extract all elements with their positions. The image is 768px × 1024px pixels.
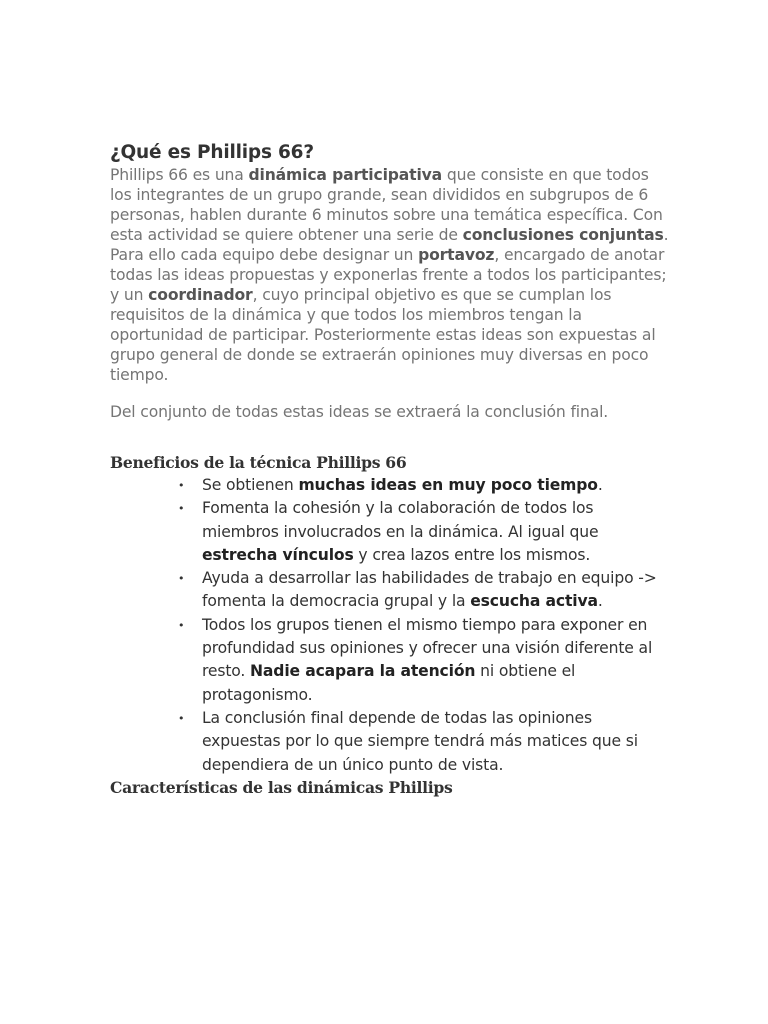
item-text: . xyxy=(597,592,603,611)
intro-bold: portavoz xyxy=(418,246,495,264)
intro-paragraph xyxy=(110,165,670,385)
item-bold: estrecha vínculos xyxy=(202,545,354,564)
intro-text: Phillips 66 es una xyxy=(110,166,249,184)
intro-text: . xyxy=(663,226,669,244)
item-text: Se obtienen xyxy=(202,476,299,494)
page-title: ¿Qué es Phillips 66? xyxy=(110,142,314,163)
item-text: . xyxy=(597,476,603,494)
list-item xyxy=(110,497,670,567)
document-page xyxy=(110,141,670,799)
intro-text: Para ello cada equipo debe designar un xyxy=(110,246,419,264)
characteristics-heading: Características de las dinámicas Phillips xyxy=(110,777,453,797)
item-text: y crea lazos entre los mismos. xyxy=(353,545,591,564)
list-item xyxy=(110,614,670,707)
item-text: La conclusión final depende de todas las opiniones expuestas por lo que siempre tendrá más matices que si dependiera de un único punto de vista. xyxy=(202,708,638,774)
item-text: ni obtiene el protagonismo. xyxy=(202,662,576,704)
intro-bold: conclusiones conjuntas xyxy=(462,226,664,244)
intro-text: , encargado de anotar todas las ideas propuestas y exponerlas frente a todos los participantes; y un xyxy=(110,246,667,304)
list-item xyxy=(110,567,670,614)
intro-text: que consiste en que todos los integrantes de un grupo grande, sean divididos en subgrupos de 6 personas, hablen durante 6 minutos sobre una temática específica. Con esta actividad se quiere obtener una serie de xyxy=(110,166,663,244)
intro-bold: dinámica participativa xyxy=(248,166,443,184)
item-bold: muchas ideas en muy poco tiempo xyxy=(298,476,598,494)
bullet-icon: • xyxy=(178,572,185,586)
bullet-icon: • xyxy=(178,479,185,492)
list-item xyxy=(110,474,670,497)
intro-text: , cuyo principal objetivo es que se cumplan los requisitos de la dinámica y que todos los miembros tengan la oportunidad de participar. Posteriormente estas ideas son expuestas al grupo general de donde se extraerán opiniones muy diversas en poco tiempo. xyxy=(110,286,656,384)
item-text: Ayuda a desarrollar las habilidades de trabajo en equipo -> fomenta la democracia grupal y la xyxy=(202,569,657,611)
benefits-heading: Beneficios de la técnica Phillips 66 xyxy=(110,453,407,472)
bullet-icon: • xyxy=(178,711,185,725)
intro-bold: coordinador xyxy=(148,286,253,304)
item-text: Fomenta la cohesión y la colaboración de todos los miembros involucrados en la dinámica. Al igual que xyxy=(202,499,599,541)
conclusion-paragraph: Del conjunto de todas estas ideas se extraerá la conclusión final. xyxy=(110,403,609,421)
bullet-icon: • xyxy=(178,502,185,516)
bullet-icon: • xyxy=(178,618,185,632)
item-bold: escucha activa xyxy=(470,592,598,611)
item-bold: Nadie acapara la atención xyxy=(250,662,476,681)
benefits-list xyxy=(110,474,670,777)
item-text: Todos los grupos tienen el mismo tiempo para exponer en profundidad sus opiniones y ofrecer una visión diferente al resto. xyxy=(202,615,653,681)
list-item xyxy=(110,707,670,777)
